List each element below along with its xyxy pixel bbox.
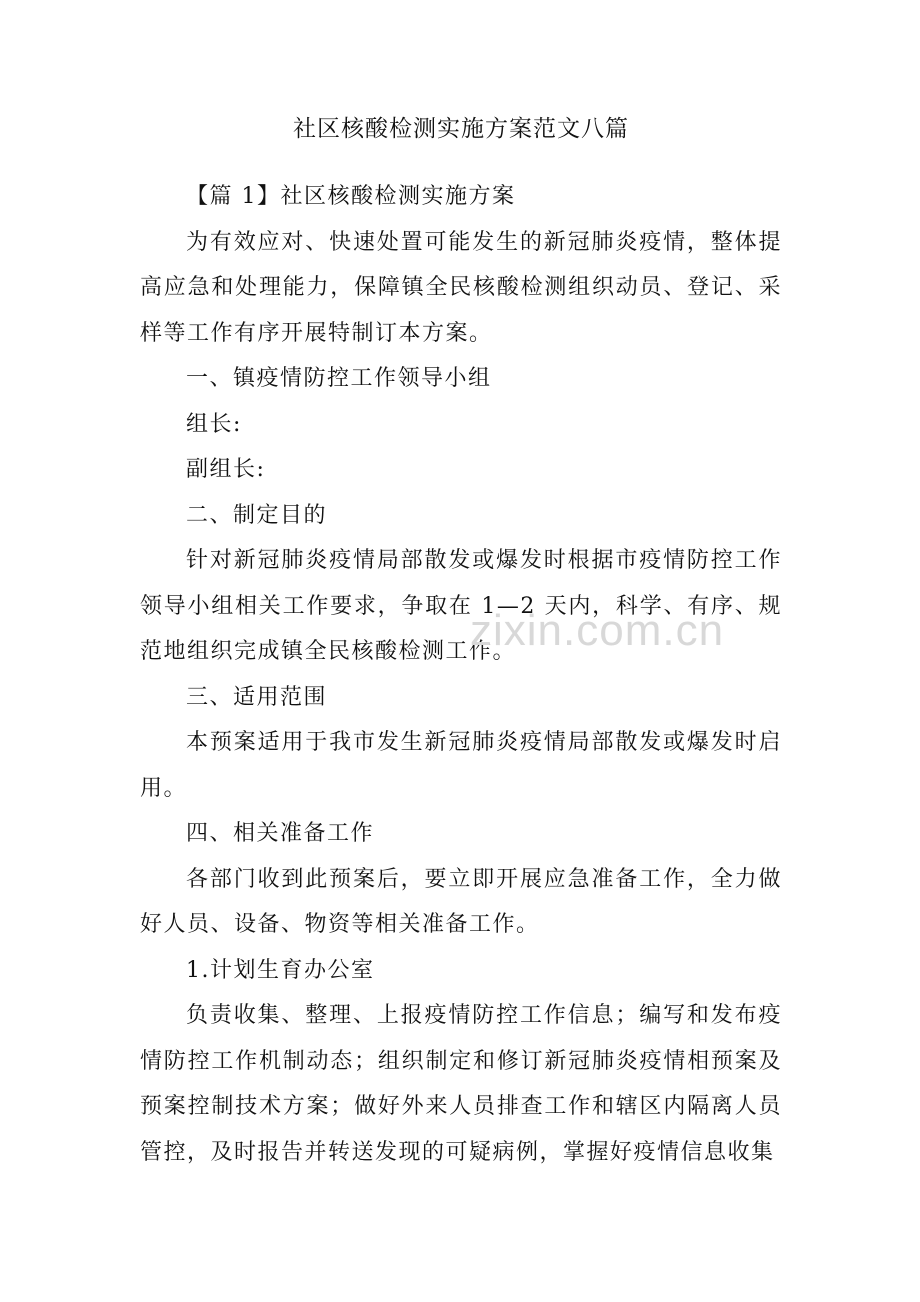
paragraph-family-planning-office: 负责收集、整理、上报疫情防控工作信息；编写和发布疫情防控工作机制动态；组织制定和修订新冠肺炎疫情相预案及预案控制技术方案；做好外来人员排查工作和辖区内隔离人员管控，及时报告并转送发现的可疑病例，掌握好疫情信息收集	[140, 1003, 782, 1165]
paragraph-purpose: 针对新冠肺炎疫情局部散发或爆发时根据市疫情防控工作领导小组相关工作要求，争取在 1—2 天内，科学、有序、规范地组织完成镇全民核酸检测工作。	[140, 548, 782, 664]
paragraph-intro: 为有效应对、快速处置可能发生的新冠肺炎疫情，整体提高应急和处理能力，保障镇全民核酸检测组织动员、登记、采样等工作有序开展特制订本方案。	[140, 229, 782, 346]
heading-leadership-group: 一、镇疫情防控工作领导小组	[186, 366, 492, 391]
document-title: 社区核酸检测实施方案范文八篇	[293, 116, 629, 142]
heading-family-planning-office: 1.计划生育办公室	[186, 957, 375, 983]
deputy-leader-line: 副组长:	[186, 457, 266, 482]
document-body	[140, 104, 782, 1175]
watermark-text: zixin.com.cn	[470, 606, 725, 655]
heading-purpose: 二、制定目的	[186, 502, 328, 528]
heading-scope: 三、适用范围	[186, 684, 328, 710]
heading-preparation: 四、相关准备工作	[186, 821, 375, 846]
paragraph-scope: 本预案适用于我市发生新冠肺炎疫情局部散发或爆发时启用。	[140, 730, 782, 801]
group-leader-line: 组长:	[186, 411, 242, 437]
paragraph-preparation: 各部门收到此预案后，要立即开展应急准备工作，全力做好人员、设备、物资等相关准备工作。	[140, 866, 782, 937]
section-heading: 【篇 1】社区核酸检测实施方案	[186, 184, 516, 209]
